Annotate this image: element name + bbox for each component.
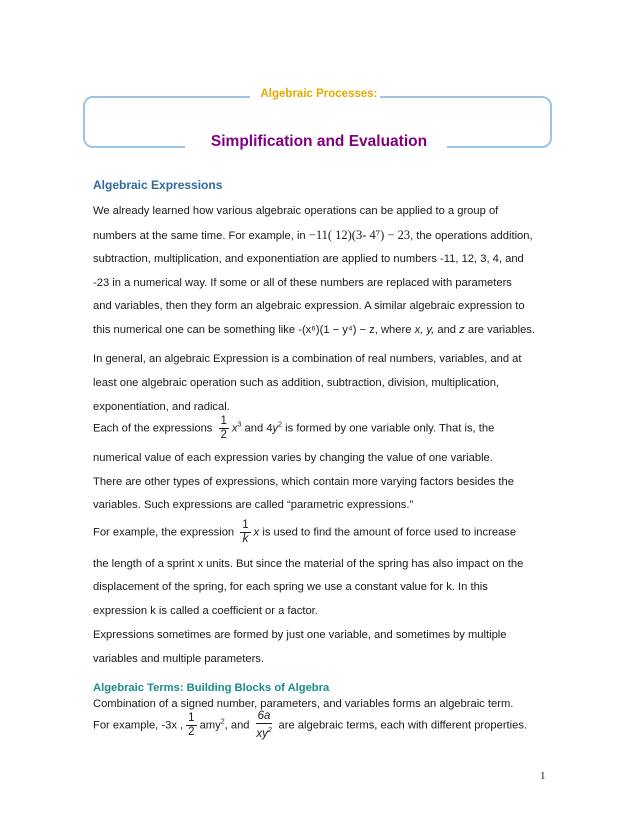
text: and: [434, 324, 460, 336]
fraction-half: [186, 712, 196, 739]
page-number: 1: [540, 770, 546, 782]
text: , where: [374, 324, 415, 336]
term: amy: [199, 719, 221, 732]
header-label: Algebraic Processes:: [260, 88, 378, 100]
paragraph-line: subtraction, multiplication, and exponentiation are applied to numbers -11, 12, 3, 4, and: [93, 253, 524, 265]
section-heading-expressions: Algebraic Expressions: [93, 178, 223, 192]
text: , the operations addition,: [410, 230, 533, 242]
exponent: 2: [220, 718, 225, 726]
text: For example,: [93, 719, 162, 732]
paragraph-line: expression k is called a coefficient or a factor.: [93, 605, 318, 617]
denominator-text: xy: [256, 727, 268, 740]
paragraph-line: the length of a sprint x units. But since the material of the spring has also impact on the: [93, 558, 524, 570]
text: is formed by one variable only. That is, the: [282, 422, 495, 435]
text: is used to find the amount of force used to increase: [259, 526, 517, 539]
text: , and: [224, 719, 253, 732]
section-heading-terms: Algebraic Terms: Building Blocks of Algebra: [93, 682, 330, 694]
fraction-denominator: 2: [188, 725, 195, 738]
variable-z: z: [459, 324, 465, 336]
variable-y: y: [272, 422, 279, 435]
term: -3x ,: [161, 719, 184, 732]
text: For example, the expression: [93, 526, 238, 539]
paragraph-line: [93, 519, 516, 546]
fraction-denominator: k: [242, 533, 249, 545]
variables: x, y,: [414, 324, 435, 336]
text: this numerical one can be something like: [93, 324, 299, 336]
fraction-6a-over-xy2: [256, 710, 273, 741]
paragraph-line: In general, an algebraic Expression is a combination of real numbers, variables, and at: [93, 353, 522, 365]
exponent: 3: [237, 421, 242, 429]
paragraph-line: Expressions sometimes are formed by just one variable, and sometimes by multiple: [93, 629, 507, 641]
text: are algebraic terms, each with different properties.: [275, 719, 528, 732]
paragraph-line: variables and multiple parameters.: [93, 653, 265, 665]
paragraph-line: [93, 228, 533, 243]
fraction-numerator: 1: [242, 519, 249, 531]
paragraph-line: exponentiation, and radical.: [93, 401, 230, 413]
paragraph-line: [93, 415, 494, 442]
paragraph-line: There are other types of expressions, which contain more varying factors besides the: [93, 476, 514, 488]
fraction-half: [219, 415, 229, 442]
paragraph-line: numerical value of each expression varies by changing the value of one variable.: [93, 452, 493, 464]
paragraph-line: [93, 710, 527, 741]
coefficient: 4: [266, 422, 273, 435]
paragraph-line: [93, 323, 535, 337]
paragraph-line: -23 in a numerical way. If some or all of these numbers are replaced with parameters: [93, 277, 512, 289]
page-title: Simplification and Evaluation: [210, 133, 428, 150]
fraction-numerator: 1: [188, 711, 195, 724]
text: Each of the expressions: [93, 422, 216, 435]
paragraph-line: and variables, then they form an algebraic expression. A similar algebraic expression to: [93, 300, 525, 312]
variable-x: x: [253, 526, 260, 539]
fraction-denominator: [256, 724, 273, 741]
paragraph-line: variables. Such expressions are called “parametric expressions.”: [93, 499, 414, 511]
paragraph-line: We already learned how various algebraic operations can be applied to a group of: [93, 205, 499, 217]
paragraph-line: Combination of a signed number, parameters, and variables forms an algebraic term.: [93, 698, 514, 710]
fraction-denominator: 2: [220, 429, 227, 441]
exponent: 2: [267, 727, 272, 734]
numeric-expression: −11( 12)(3- 4⁷) − 23: [308, 228, 411, 242]
fraction-one-over-k: [240, 519, 250, 546]
text: numbers at the same time. For example, in: [93, 230, 309, 242]
paragraph-line: least one algebraic operation such as addition, subtraction, division, multiplication,: [93, 377, 500, 389]
fraction-numerator: 1: [220, 415, 227, 427]
paragraph-line: displacement of the spring, for each spring we use a constant value for k. In this: [93, 581, 488, 593]
fraction-numerator: 6a: [257, 710, 271, 722]
exponent: 2: [278, 421, 283, 429]
variable-x: x: [231, 422, 238, 435]
algebraic-expression: -(x⁶)(1 − y⁴) − z: [298, 324, 375, 336]
text: and: [241, 422, 267, 435]
text: are variables.: [464, 324, 536, 336]
